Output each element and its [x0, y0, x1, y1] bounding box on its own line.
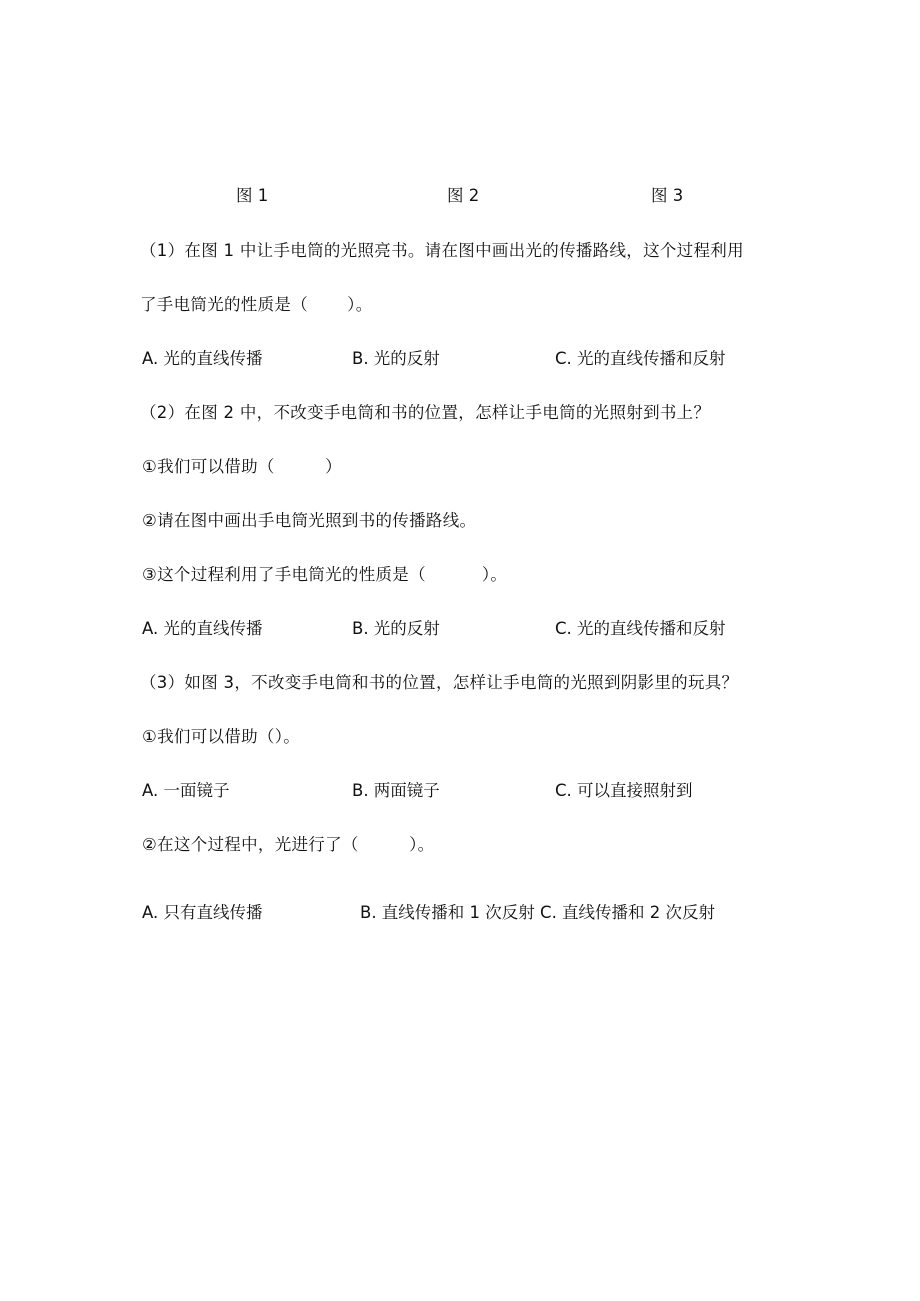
- figure-3-caption: 图 3: [651, 186, 684, 205]
- q3-sub2-option-a: A. 只有直线传播: [142, 903, 263, 922]
- q3-sub2: ②在这个过程中，光进行了（ ）。: [142, 835, 435, 854]
- q3-stem: （3）如图 3，不改变手电筒和书的位置，怎样让手电筒的光照到阴影里的玩具？: [140, 673, 739, 692]
- q1-option-b: B. 光的反射: [352, 349, 440, 368]
- q3-sub2-option-b-c: B. 直线传播和 1 次反射 C. 直线传播和 2 次反射: [360, 903, 716, 922]
- q3-option-a: A. 一面镜子: [142, 781, 230, 800]
- q1-option-c: C. 光的直线传播和反射: [555, 349, 726, 368]
- figure-1-caption: 图 1: [236, 186, 269, 205]
- figure-2-caption: 图 2: [447, 186, 480, 205]
- q3-sub1: ①我们可以借助（）。: [142, 727, 301, 746]
- q1-stem-line1: （1）在图 1 中让手电筒的光照亮书。请在图中画出光的传播路线，这个过程利用: [140, 241, 744, 260]
- q2-option-c: C. 光的直线传播和反射: [555, 619, 726, 638]
- q2-option-b: B. 光的反射: [352, 619, 440, 638]
- q2-sub2: ②请在图中画出手电筒光照到书的传播路线。: [142, 511, 477, 530]
- q2-stem: （2）在图 2 中，不改变手电筒和书的位置，怎样让手电筒的光照射到书上？: [140, 403, 711, 422]
- q2-option-a: A. 光的直线传播: [142, 619, 263, 638]
- q2-sub1: ①我们可以借助（ ）: [142, 457, 342, 476]
- q1-option-a: A. 光的直线传播: [142, 349, 263, 368]
- q2-sub3: ③这个过程利用了手电筒光的性质是（ ）。: [142, 565, 508, 584]
- q3-option-c: C. 可以直接照射到: [555, 781, 693, 800]
- q1-stem-line2: 了手电筒光的性质是（ ）。: [140, 295, 373, 314]
- q3-option-b: B. 两面镜子: [352, 781, 440, 800]
